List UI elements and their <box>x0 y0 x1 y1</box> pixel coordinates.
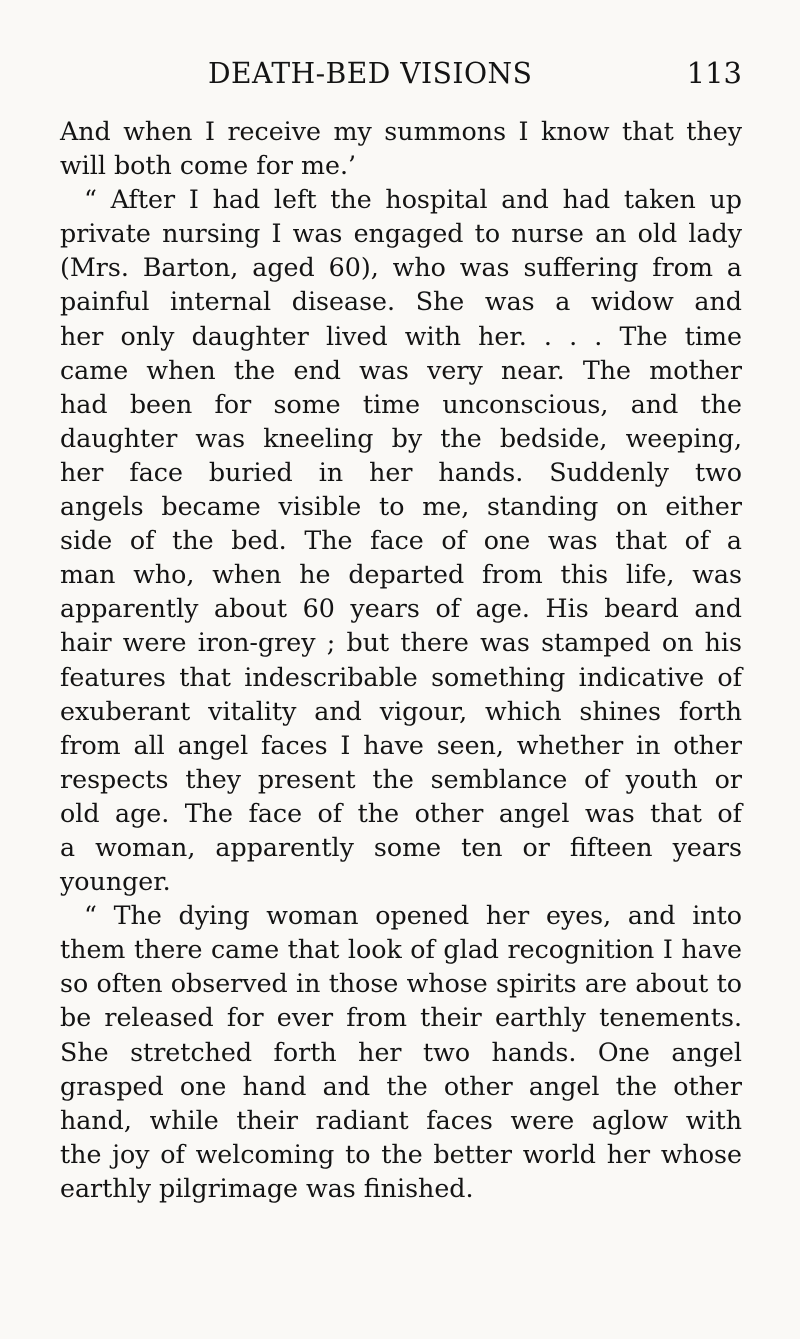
text-line: exuberant vitality and vigour, which shines forth <box>60 696 742 726</box>
text-line: will both come for me.’ <box>60 151 357 181</box>
text-line: came when the end was very near. The mother <box>60 355 742 385</box>
text-line: them there came that look of glad recognition I have <box>60 935 742 965</box>
text-line: side of the bed. The face of one was that of a <box>60 526 742 556</box>
running-title: DEATH-BED VISIONS <box>208 56 533 90</box>
paragraph <box>60 115 742 183</box>
text-line: apparently about 60 years of age. His beard and <box>60 594 742 624</box>
text-line: She stretched forth her two hands. One angel <box>60 1037 742 1067</box>
text-line: painful internal disease. She was a widow and <box>60 287 742 317</box>
running-head <box>60 56 742 100</box>
paragraph <box>60 183 742 899</box>
text-line: her face buried in her hands. Suddenly two <box>60 457 742 487</box>
text-line: features that indescribable something indicative of <box>60 662 742 692</box>
text-line: hair were iron-grey ; but there was stamped on his <box>60 628 742 658</box>
text-line: (Mrs. Barton, aged 60), who was suffering from a <box>60 253 742 283</box>
text-line: earthly pilgrimage was finished. <box>60 1173 474 1203</box>
text-line: daughter was kneeling by the bedside, weeping, <box>60 423 742 453</box>
text-line: “ The dying woman opened her eyes, and into <box>84 901 742 931</box>
text-line: a woman, apparently some ten or fifteen years <box>60 832 742 862</box>
text-line: old age. The face of the other angel was that of <box>60 798 742 828</box>
body-text <box>60 115 742 1206</box>
text-line: her only daughter lived with her. . . . The time <box>60 321 742 351</box>
text-line: “ After I had left the hospital and had taken up <box>84 185 742 215</box>
text-line: be released for ever from their earthly tenements. <box>60 1003 742 1033</box>
text-line: had been for some time unconscious, and the <box>60 389 742 419</box>
text-line: private nursing I was engaged to nurse an old lady <box>60 219 742 249</box>
text-line: And when I receive my summons I know that they <box>60 117 742 146</box>
text-line: from all angel faces I have seen, whether in other <box>60 730 742 760</box>
text-line: grasped one hand and the other angel the other <box>60 1071 742 1101</box>
text-line: angels became visible to me, standing on either <box>60 492 742 522</box>
text-line: the joy of welcoming to the better world her whose <box>60 1139 742 1169</box>
page-number: 113 <box>686 56 742 90</box>
paragraph <box>60 899 742 1206</box>
text-line: hand, while their radiant faces were aglow with <box>60 1105 742 1135</box>
text-line: man who, when he departed from this life, was <box>60 560 742 590</box>
text-line: younger. <box>60 867 171 897</box>
text-line: respects they present the semblance of youth or <box>60 764 742 794</box>
text-line: so often observed in those whose spirits are about to <box>60 969 742 999</box>
